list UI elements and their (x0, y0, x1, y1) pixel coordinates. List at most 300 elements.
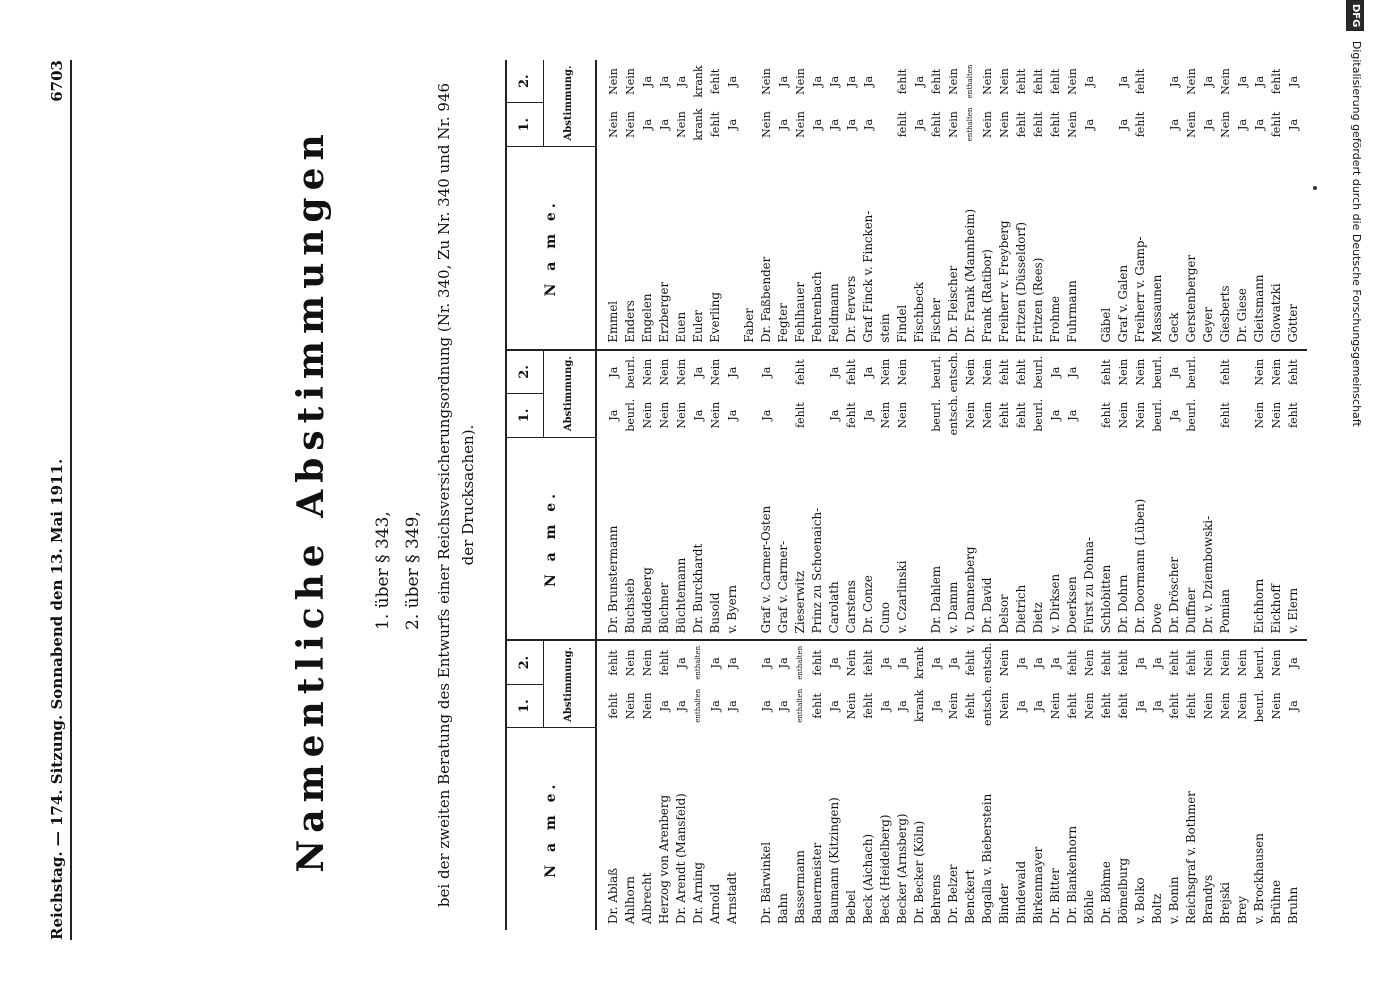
header-left: Reichstag. — 174. Sitzung. Sonnabend den 13. Mai 1911. (48, 458, 66, 940)
table-row (622, 60, 639, 349)
table-row (673, 60, 690, 349)
table-row (860, 351, 877, 640)
vote-1-value: fehlt (1134, 111, 1147, 138)
member-name: Bogalla v. Bieberstein (980, 793, 994, 924)
member-name: Fischer (929, 297, 943, 343)
vote-1-value: Nein (1270, 401, 1283, 429)
page-title: Namentliche Abstimmungen (290, 127, 332, 873)
vote-1-value: Ja (930, 700, 943, 712)
header-name: N a m e. (507, 437, 595, 640)
vote-1-value: fehlt (1117, 693, 1130, 719)
table-row (1166, 60, 1183, 349)
vote-1-value: fehlt (811, 693, 824, 719)
member-name: Dr. Arendt (Mansfeld) (674, 793, 688, 924)
table-row (1081, 351, 1098, 640)
member-name: Dr. Fleischer (946, 265, 960, 343)
vote-1-value: Ja (811, 119, 824, 130)
vote-2-value: fehlt (998, 359, 1011, 385)
vote-2-value: Ja (1015, 657, 1028, 669)
table-row (1234, 351, 1251, 640)
vote-1-value: beurl. (1151, 398, 1164, 432)
vote-items (368, 511, 428, 630)
member-name: Dr. Böhme (1099, 861, 1113, 924)
header-vote-1: 1. (507, 102, 543, 146)
vote-2-value: Nein (624, 649, 637, 677)
table-row (1115, 351, 1132, 640)
member-name: Faber (742, 308, 756, 343)
vote-1-value: Nein (947, 692, 960, 720)
vote-1-value: beurl. (930, 398, 943, 432)
table-row (894, 641, 911, 930)
table-row (1149, 641, 1166, 930)
vote-1-value: Nein (964, 401, 977, 429)
table-row (860, 60, 877, 349)
table-row (690, 351, 707, 640)
table-row (1234, 641, 1251, 930)
table-row (911, 641, 928, 930)
vote-2-value: Ja (1032, 657, 1045, 669)
member-name: Dr. David (980, 577, 994, 634)
vote-1-value: enthalten (966, 107, 974, 142)
member-name: Busold (708, 592, 722, 634)
vote-2-value: Ja (896, 657, 909, 669)
member-name: Fischbeck (912, 282, 926, 343)
vote-2-value: krank (692, 65, 705, 98)
vote-1-value: Nein (624, 692, 637, 720)
member-name: Dietz (1031, 602, 1045, 634)
vote-1-value: Ja (828, 409, 841, 421)
vote-1-value: Nein (1049, 692, 1062, 720)
vote-1-value: fehlt (709, 111, 722, 138)
vote-2-value: Nein (658, 358, 671, 386)
member-name: Feldmann (827, 283, 841, 343)
vote-1-value: Ja (658, 119, 671, 130)
vote-2-value: Nein (607, 68, 620, 95)
table-row (1064, 351, 1081, 640)
vote-1-value: krank (913, 689, 926, 722)
vote-1-value: Nein (658, 401, 671, 429)
table-row (1268, 641, 1285, 930)
member-name: Bindewald (1014, 860, 1028, 924)
header-votes (507, 60, 595, 146)
member-name: Benckert (963, 869, 977, 924)
vote-1-value: Ja (1083, 119, 1096, 130)
table-row (656, 351, 673, 640)
table-row (996, 60, 1013, 349)
vote-2-value: fehlt (658, 650, 671, 676)
vote-2-value: Nein (641, 649, 654, 677)
table-row (826, 351, 843, 640)
table-row (724, 60, 741, 349)
vote-2-value: Ja (947, 657, 960, 669)
member-name: Graf v. Carmer-Osten (759, 505, 773, 634)
vote-1-value: Nein (981, 401, 994, 429)
vote-2-value: Nein (896, 358, 909, 386)
vote-2-value: Ja (1117, 76, 1130, 87)
table-row (843, 60, 860, 349)
table-row (639, 60, 656, 349)
table-row (690, 641, 707, 930)
table-row (792, 60, 809, 349)
vote-2-value: Nein (1270, 358, 1283, 386)
vote-1-value: Ja (1015, 700, 1028, 712)
vote-1-value (775, 394, 792, 437)
table-row (1285, 60, 1302, 349)
table-row (758, 641, 775, 930)
table-row (1285, 351, 1302, 640)
header-vote-2: 2. (517, 74, 532, 89)
vote-1-value: beurl. (1032, 398, 1045, 432)
vote-1-value: Ja (777, 119, 790, 130)
vote-2-value (911, 351, 928, 394)
vote-1-value: entsch. (947, 394, 960, 436)
vote-2-value: Nein (794, 68, 807, 95)
header-vote-numbers (507, 641, 544, 727)
table-row (741, 641, 758, 930)
member-name (724, 146, 741, 349)
member-name: Fritzen (Düsseldorf) (1014, 221, 1028, 343)
vote-2-value: fehlt (1100, 359, 1113, 385)
vote-1-value: fehlt (794, 402, 807, 428)
vote-2-value (741, 351, 758, 394)
table-row (911, 351, 928, 640)
member-name: Giesberts (1218, 285, 1232, 343)
header-votes-label: Abstimmung. (563, 356, 574, 432)
vote-1-value: enthalten (694, 688, 702, 723)
vote-2-value: Nein (998, 68, 1011, 95)
header-vote-1: 1. (507, 393, 543, 437)
member-name: Cuno (878, 602, 892, 634)
header-rule (70, 60, 72, 940)
vote-2-value: beurl. (1185, 355, 1198, 389)
vote-1-value: fehlt (1015, 402, 1028, 428)
vote-1-value: Ja (675, 700, 688, 712)
vote-2-value: Ja (1236, 76, 1249, 87)
member-name: Emmel (606, 300, 620, 343)
vote-2-value: Ja (930, 657, 943, 669)
member-name: Carolath (827, 581, 841, 634)
table-row (1047, 351, 1064, 640)
vote-1-value: Ja (1253, 119, 1266, 130)
vote-2-value (1234, 351, 1251, 394)
vote-2-value: fehlt (1032, 68, 1045, 95)
table-row (1030, 641, 1047, 930)
table-row (877, 351, 894, 640)
vote-1-value: Nein (981, 111, 994, 138)
header-votes-label: Abstimmung. (563, 646, 574, 722)
member-name: Doerksen (1065, 576, 1079, 634)
member-name: Reichsgraf v. Bothmer (1184, 791, 1198, 924)
table-row (1268, 60, 1285, 349)
vote-2-value: enthalten (966, 64, 974, 99)
member-name (741, 437, 758, 640)
vote-2-value: Ja (658, 76, 671, 87)
vote-2-value (1200, 351, 1217, 394)
header-vote-numbers (507, 351, 544, 437)
table-row (877, 60, 894, 349)
vote-2-value (741, 60, 758, 103)
table-row (1285, 641, 1302, 930)
table-row (928, 351, 945, 640)
vote-2-value (809, 351, 826, 394)
table-row (843, 641, 860, 930)
vote-1-value (1149, 103, 1166, 146)
member-name (741, 727, 758, 930)
member-name: Glowatzki (1269, 283, 1283, 343)
vote-1-value: fehlt (1287, 402, 1300, 428)
member-name: Bebel (844, 890, 858, 924)
vote-2-value: fehlt (1117, 650, 1130, 676)
table-row (690, 60, 707, 349)
table-row (1081, 641, 1098, 930)
vote-2-value (1081, 351, 1098, 394)
vote-1-value (741, 103, 758, 146)
vote-2-value: Ja (811, 76, 824, 87)
table-row (775, 351, 792, 640)
vote-2-value: Nein (947, 68, 960, 95)
member-name: Carstens (844, 580, 858, 634)
dfg-logo: DFG (1346, 0, 1364, 31)
vote-1-value: Nein (879, 401, 892, 429)
member-name: Binder (997, 883, 1011, 924)
vote-1-value: fehlt (1049, 111, 1062, 138)
vote-2-value (1149, 60, 1166, 103)
member-name: Dr. Bärwinkel (759, 841, 773, 924)
table-row (639, 351, 656, 640)
vote-2-value: fehlt (964, 650, 977, 676)
member-name: Dr. Faßbender (759, 256, 773, 343)
member-name: Bruhn (1286, 886, 1300, 924)
table-row (1030, 351, 1047, 640)
vote-2-value: Nein (675, 358, 688, 386)
table-row (1013, 60, 1030, 349)
vote-1-value: Ja (1032, 700, 1045, 712)
table-row (945, 351, 962, 640)
vote-2-value: entsch. (981, 642, 994, 684)
member-name: Birkenmayer (1031, 846, 1045, 924)
vote-2-value: Ja (760, 657, 773, 669)
table-row (1200, 60, 1217, 349)
vote-1-value: fehlt (1219, 402, 1232, 428)
vote-1-value: fehlt (1168, 693, 1181, 719)
vote-1-value (877, 103, 894, 146)
vote-1-value: Nein (794, 111, 807, 138)
vote-1-value: Ja (828, 700, 841, 712)
table-header (507, 60, 597, 349)
member-name: v. Byern (725, 585, 739, 634)
member-name: Arnstadt (725, 872, 739, 924)
table-row (1132, 641, 1149, 930)
table-row (911, 60, 928, 349)
table-row (979, 60, 996, 349)
vote-1-value: Ja (1202, 119, 1215, 130)
vote-2-value: Ja (1151, 657, 1164, 669)
vote-2-value (741, 641, 758, 684)
vote-1-value: Ja (862, 409, 875, 421)
member-name: Bahn (776, 893, 790, 924)
member-name: v. Elern (1286, 587, 1300, 634)
member-name: Euen (674, 311, 688, 343)
vote-1-value: Nein (1253, 401, 1266, 429)
vote-2-value: fehlt (1270, 68, 1283, 95)
table-row (826, 60, 843, 349)
member-name: Büchtemann (674, 557, 688, 634)
vote-2-value: fehlt (1168, 650, 1181, 676)
table-row (639, 641, 656, 930)
vote-2-value: fehlt (862, 650, 875, 676)
header-vote-2: 2. (517, 655, 532, 670)
header-votes (507, 351, 595, 437)
vote-1-value: Nein (675, 111, 688, 138)
vote-1-value: Nein (1202, 692, 1215, 720)
print-speck (1313, 186, 1317, 190)
vote-item-2: 2. über § 349, (403, 511, 423, 630)
member-name: Fuhrmann (1065, 280, 1079, 343)
member-name: Zieserwitz (793, 570, 807, 634)
member-name: Duffner (1184, 587, 1198, 634)
member-name: Gerstenberger (1184, 254, 1198, 343)
table-row (1217, 641, 1234, 930)
vote-2-value: Nein (1083, 649, 1096, 677)
vote-2-value: fehlt (845, 359, 858, 385)
vote-1-value: Nein (1083, 692, 1096, 720)
table-row (724, 641, 741, 930)
table-row (775, 60, 792, 349)
table-row (707, 641, 724, 930)
vote-2-value: beurl. (1253, 646, 1266, 680)
table-row (809, 641, 826, 930)
table-row (707, 351, 724, 640)
vote-2-value: Ja (1134, 657, 1147, 669)
table-row (894, 60, 911, 349)
member-name (911, 437, 928, 640)
table-row (1132, 351, 1149, 640)
member-name: Dr. Giese (1235, 288, 1249, 343)
member-name: Fritzen (Rees) (1031, 257, 1045, 343)
member-name: Baumann (Kitzingen) (827, 797, 841, 924)
vote-1-value (1081, 394, 1098, 437)
vote-2-value: beurl. (624, 355, 637, 389)
member-name: Dr. Burckhardt (691, 543, 705, 634)
vote-1-value: fehlt (845, 402, 858, 428)
table-row (605, 60, 622, 349)
table-header (507, 641, 597, 930)
vote-1-value: Ja (641, 119, 654, 130)
member-name: Dr. Dahlem (929, 565, 943, 634)
vote-1-value: fehlt (896, 111, 909, 138)
vote-2-value: fehlt (709, 68, 722, 95)
vote-1-value: Nein (1236, 692, 1249, 720)
vote-1-value: Nein (760, 111, 773, 138)
member-name: Dr. Dröscher (1167, 556, 1181, 634)
table-row (792, 351, 809, 640)
vote-2-value: fehlt (1100, 650, 1113, 676)
table-row (707, 60, 724, 349)
vote-1-value: Nein (998, 692, 1011, 720)
vote-1-value: Ja (896, 700, 909, 712)
table-row (1234, 60, 1251, 349)
member-name: Herzog von Arenberg (657, 794, 671, 924)
vote-2-value: Ja (1049, 657, 1062, 669)
vote-1-value: fehlt (930, 111, 943, 138)
vote-2-value: Ja (641, 76, 654, 87)
vote-1-value: Nein (1134, 401, 1147, 429)
member-name: Delsor (997, 594, 1011, 634)
description: bei der zweiten Beratung des Entwurfs einer Reichsversicherungsordnung (Nr. 340, Zu Nr. 340 und Nr. 946 der Drucksachen). (435, 82, 477, 908)
vote-1-value: Nein (607, 111, 620, 138)
vote-2-value: Nein (845, 649, 858, 677)
vote-2-value: Ja (777, 76, 790, 87)
vote-1-value: Ja (1049, 409, 1062, 421)
vote-1-value: fehlt (862, 693, 875, 719)
vote-tables (505, 60, 1307, 930)
vote-1-value: Nein (624, 111, 637, 138)
vote-2-value: fehlt (896, 68, 909, 95)
table-row (1098, 60, 1115, 349)
vote-1-value: Ja (607, 409, 620, 421)
vote-1-value: Nein (1270, 692, 1283, 720)
vote-2-value: enthalten (694, 645, 702, 680)
vote-2-value: Ja (675, 76, 688, 87)
vote-2-value: Ja (1287, 657, 1300, 669)
vote-2-value: Nein (981, 68, 994, 95)
table-row (1217, 60, 1234, 349)
table-row (1098, 351, 1115, 640)
table-row (1115, 641, 1132, 930)
vote-2-value: beurl. (1032, 355, 1045, 389)
vote-2-value: Ja (726, 366, 739, 378)
member-name: Graf v. Carmer- (776, 540, 790, 634)
vote-2-value: Ja (1066, 366, 1079, 378)
table-header (507, 351, 597, 640)
vote-2-value: Nein (709, 358, 722, 386)
vote-1-value: Ja (879, 700, 892, 712)
vote-1-value: Ja (1066, 409, 1079, 421)
table-row (1047, 641, 1064, 930)
vote-1-value: Ja (726, 119, 739, 130)
table-row (775, 641, 792, 930)
member-name: Everling (708, 292, 722, 343)
vote-2-value: Ja (726, 76, 739, 87)
table-row (724, 351, 741, 640)
member-name: Eichhorn (1252, 578, 1266, 634)
member-name: Dr. Ablaß (606, 867, 620, 924)
vote-2-value: Ja (828, 657, 841, 669)
member-name: Frank (Ratibor) (980, 249, 994, 343)
vote-1-value: enthalten (796, 688, 804, 723)
vote-1-value: Ja (726, 700, 739, 712)
vote-1-value: Ja (1168, 409, 1181, 421)
member-name: Graf v. Galen (1116, 264, 1130, 343)
member-name: Graf Finck v. Fincken- (861, 210, 875, 343)
table-row (1013, 641, 1030, 930)
member-name: v. Damm (946, 581, 960, 634)
vote-2-value: Nein (1219, 649, 1232, 677)
member-name: Frohme (1048, 295, 1062, 343)
member-name: Fehlhauer (793, 281, 807, 343)
table-row (673, 351, 690, 640)
member-name: Bassermann (793, 850, 807, 924)
vote-2-value: Ja (760, 366, 773, 378)
member-name: Dr. Doormann (Lüben) (1133, 498, 1147, 634)
vote-1-value: Nein (709, 401, 722, 429)
vote-1-value: Nein (1066, 111, 1079, 138)
table-row (1251, 351, 1268, 640)
vote-2-value: fehlt (1066, 650, 1079, 676)
table-row (1183, 60, 1200, 349)
table-row (1115, 60, 1132, 349)
vote-2-value: beurl. (930, 355, 943, 389)
